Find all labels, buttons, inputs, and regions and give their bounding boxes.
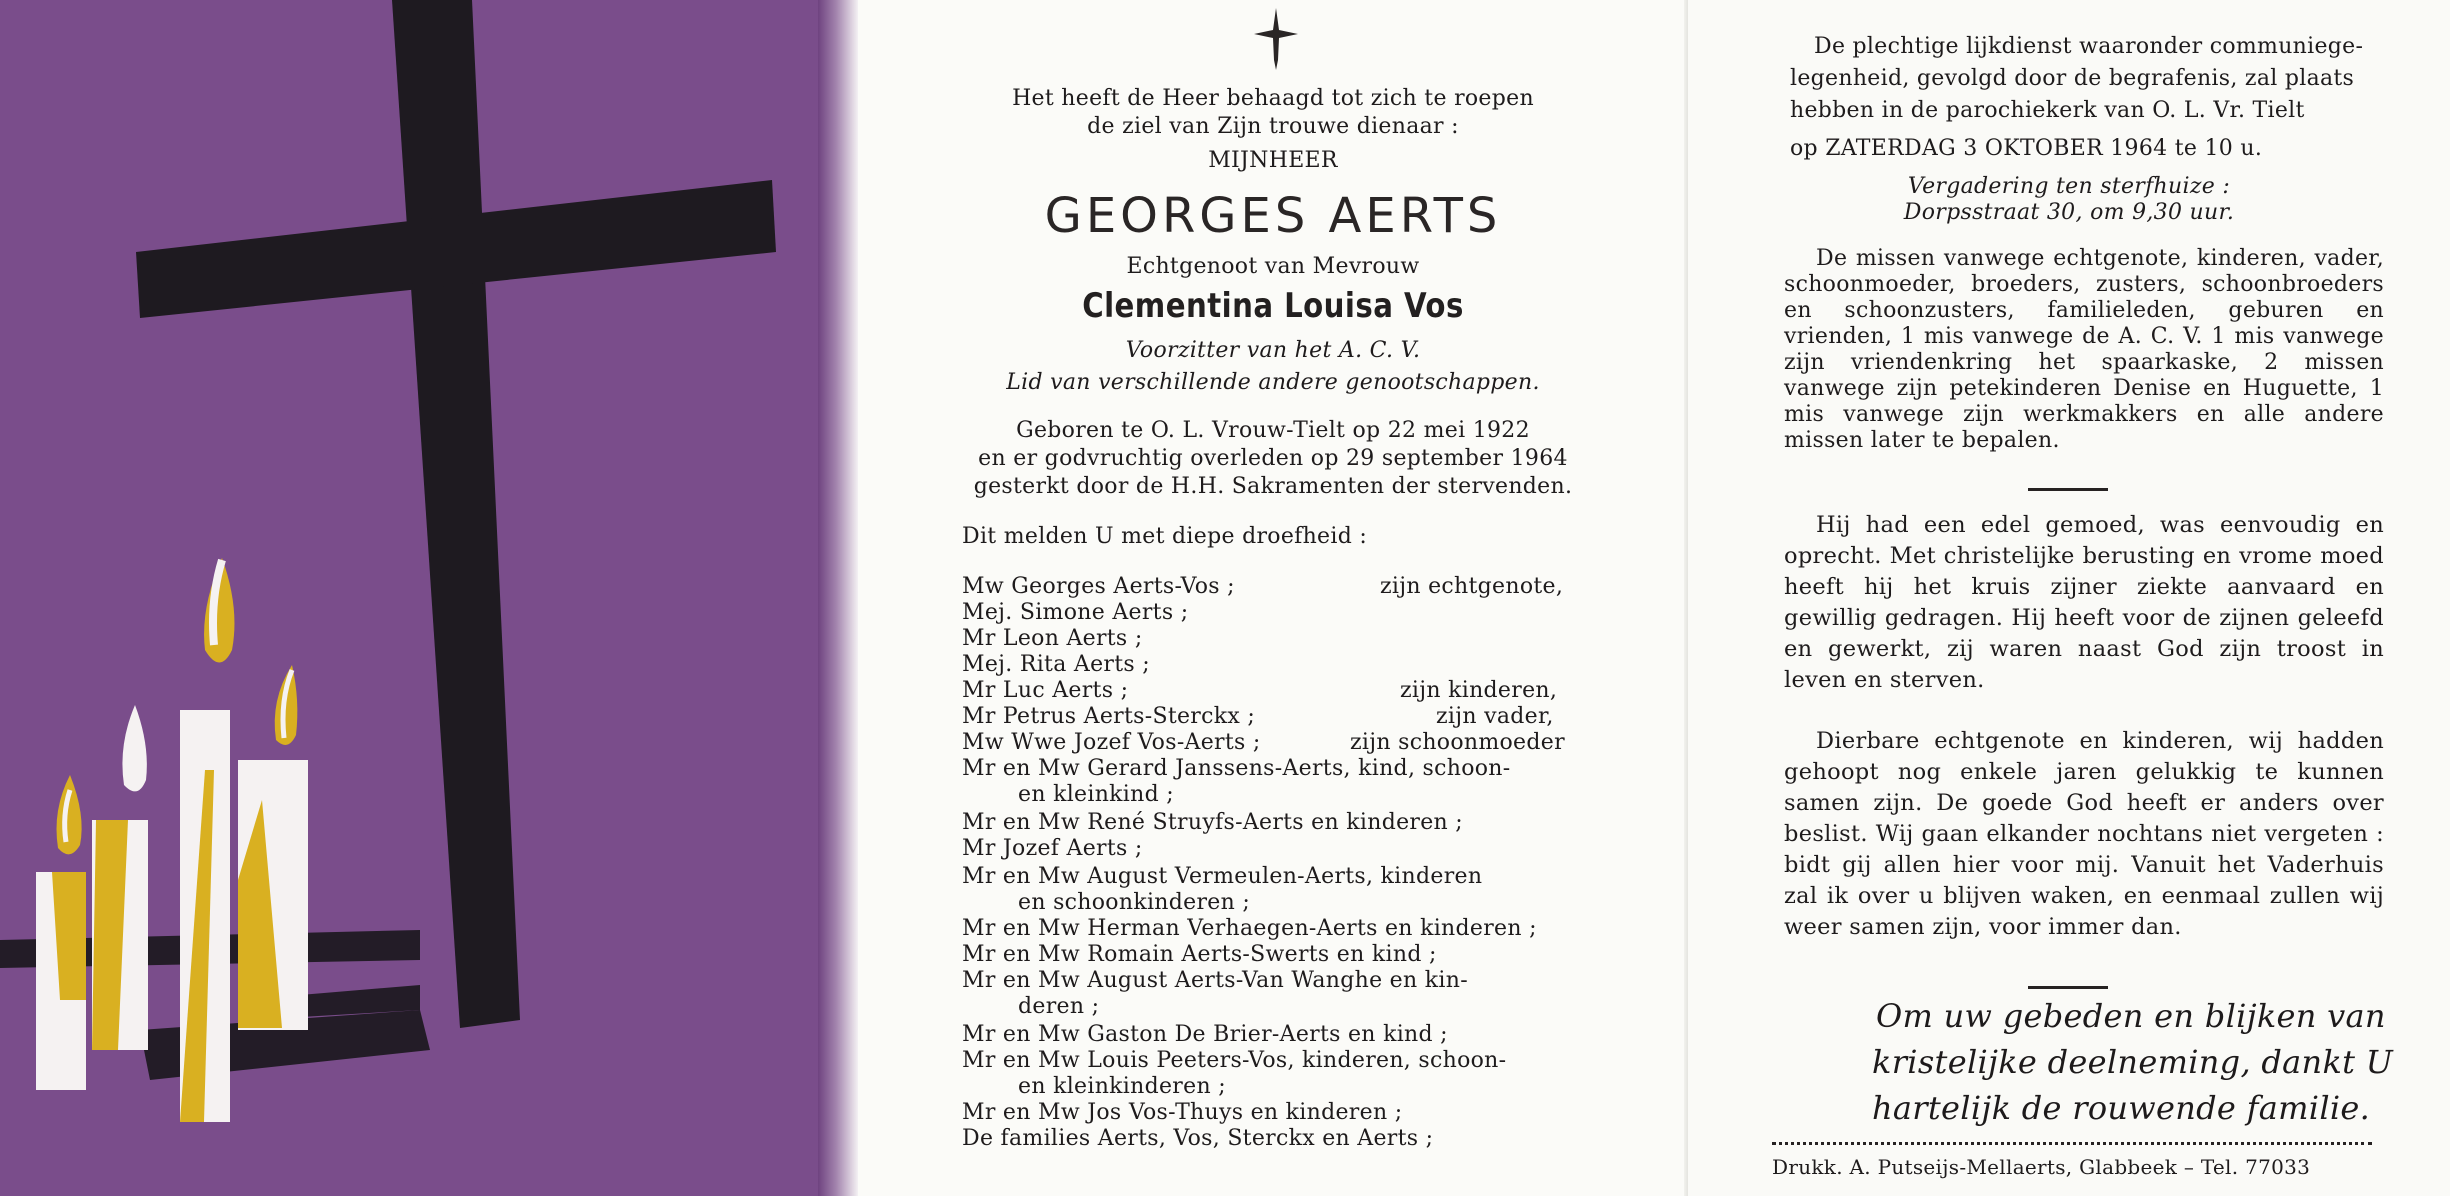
mourner-relation: zijn kinderen, (1400, 678, 1558, 703)
mourner-name: Mr en Mw Herman Verhaegen-Aerts en kinderen ; (962, 916, 1537, 941)
deceased-name: GEORGES AERTS (1044, 188, 1502, 244)
farewell-paragraph: Dierbare echtgenote en kinderen, wij hadden gehoopt nog enkele jaren gelukkig te kunnen samen zijn. De goede God heeft er anders over beslist. Wij gaan elkander nochtans niet vergeten : bidt gij allen hier voor mij. Vanuit het Vaderhuis zal ik over u blijven waken, en eenmaal zullen wij weer samen zijn, voor immer dan. (1784, 728, 2384, 940)
gathering-line-1: Vergadering ten sterfhuize : (1907, 174, 2231, 199)
spouse-name: Clementina Louisa Vos (1082, 286, 1464, 326)
mourner-name: Mr en Mw Jos Vos-Thuys en kinderen ; (962, 1100, 1403, 1125)
mourner-name: Mr en Mw Gerard Janssens-Aerts, kind, schoon- (962, 756, 1511, 781)
mourner-name: Mr en Mw Gaston De Brier-Aerts en kind ; (962, 1022, 1448, 1047)
gathering-line-2: Dorpsstraat 30, om 9,30 uur. (1903, 200, 2235, 225)
candle-icon-4 (238, 665, 308, 1030)
mourner-name: Mw Wwe Jozef Vos-Aerts ; (962, 730, 1261, 755)
intro-line-2: de ziel van Zijn trouwe dienaar : (1087, 114, 1459, 139)
service-line-4: op ZATERDAG 3 OKTOBER 1964 te 10 u. (1790, 136, 2263, 161)
mourner-name: en schoonkinderen ; (1018, 890, 1251, 915)
card-cover (0, 0, 858, 1196)
small-cross-icon (1252, 8, 1300, 70)
candle-icon-3 (180, 558, 234, 1122)
candle-icon-1 (36, 775, 86, 1090)
divider-1 (2028, 488, 2108, 491)
closing-line-1: Om uw gebeden en blijken van (1876, 997, 2386, 1035)
tribute-paragraph: Hij had een edel gemoed, was eenvoudig en oprecht. Met christelijke berusting en vrome moed heeft hij het kruis zijner ziekte aanvaard en gewillig gedragen. Hij heeft voor de zijnen geleefd en gewerkt, zij waren naast God zijn troost in leven en sterven. (1784, 512, 2384, 693)
service-line-3: hebben in de parochiekerk van O. L. Vr. Tielt (1790, 98, 2305, 123)
mourner-name: Mr en Mw René Struyfs-Aerts en kinderen ; (962, 810, 1464, 835)
mourner-name: Mr en Mw Louis Peeters-Vos, kinderen, schoon- (962, 1048, 1507, 1073)
intro-line-1: Het heeft de Heer behaagd tot zich te roepen (1012, 86, 1534, 111)
divider-2 (2028, 986, 2108, 989)
mourner-name: Mr en Mw Romain Aerts-Swerts en kind ; (962, 942, 1437, 967)
closing-line-2: kristelijke deelneming, dankt U (1872, 1043, 2394, 1081)
mourner-relation: zijn vader, (1436, 704, 1554, 729)
death-line: en er godvruchtig overleden op 29 september 1964 (978, 446, 1568, 471)
membership-line: Lid van verschillende andere genootschappen. (1006, 370, 1540, 395)
mourner-name: Mw Georges Aerts-Vos ; (962, 574, 1235, 599)
service-line-1: De plechtige lijkdienst waaronder communiege- (1814, 34, 2364, 59)
mourner-name: en kleinkind ; (1018, 782, 1174, 807)
card-edge (818, 0, 858, 1196)
mourner-name: Mr Jozef Aerts ; (962, 836, 1143, 861)
closing-line-3: hartelijk de rouwende familie. (1872, 1089, 2371, 1127)
announce-line: Dit melden U met diepe droefheid : (962, 524, 1368, 549)
mourner-name: Mej. Rita Aerts ; (962, 652, 1150, 677)
candle-icon-2 (92, 705, 148, 1050)
mourner-name: Mr Petrus Aerts-Sterckx ; (962, 704, 1256, 729)
masses-paragraph: De missen vanwege echtgenote, kinderen, vader, schoonmoeder, broeders, zusters, schoonbroeders en schoonzusters, familieleden, geburen en vrienden, 1 mis vanwege de A. C. V. 1 mis vanwege zijn vriendenkring het spaarkaske, 2 missen vanwege zijn petekinderen Denise en Huguette, 1 mis vanwege zijn werkmakkers en alle andere missen later te bepalen. (1784, 246, 2384, 453)
right-page (1688, 0, 2450, 1196)
birth-line: Geboren te O. L. Vrouw-Tielt op 22 mei 1922 (1016, 418, 1530, 443)
role-line: Voorzitter van het A. C. V. (1125, 338, 1421, 363)
mourner-name: Mr en Mw August Aerts-Van Wanghe en kin- (962, 968, 1468, 993)
printer-line: Drukk. A. Putseijs-Mellaerts, Glabbeek – Tel. 77033 (1772, 1155, 2311, 1179)
sacraments-line: gesterkt door de H.H. Sakramenten der stervenden. (973, 474, 1573, 499)
mourner-name: deren ; (1018, 994, 1100, 1019)
mourner-name: De families Aerts, Vos, Sterckx en Aerts ; (962, 1126, 1434, 1151)
cross-and-candles-illustration (0, 0, 858, 1196)
mourner-name: Mr en Mw August Vermeulen-Aerts, kinderen (962, 864, 1483, 889)
mourner-relation: zijn echtgenote, (1380, 574, 1564, 599)
cross-icon (136, 0, 776, 1028)
middle-page (858, 0, 1688, 1196)
mourner-relation: zijn schoonmoeder (1350, 730, 1565, 755)
mourner-name: Mej. Simone Aerts ; (962, 600, 1189, 625)
service-line-2: legenheid, gevolgd door de begrafenis, zal plaats (1790, 66, 2355, 91)
honorific: MIJNHEER (1208, 148, 1338, 173)
spouse-intro: Echtgenoot van Mevrouw (1126, 254, 1420, 279)
dotted-divider (1772, 1142, 2372, 1145)
mourner-name: Mr Luc Aerts ; (962, 678, 1129, 703)
mourner-name: en kleinkinderen ; (1018, 1074, 1226, 1099)
mourner-name: Mr Leon Aerts ; (962, 626, 1143, 651)
